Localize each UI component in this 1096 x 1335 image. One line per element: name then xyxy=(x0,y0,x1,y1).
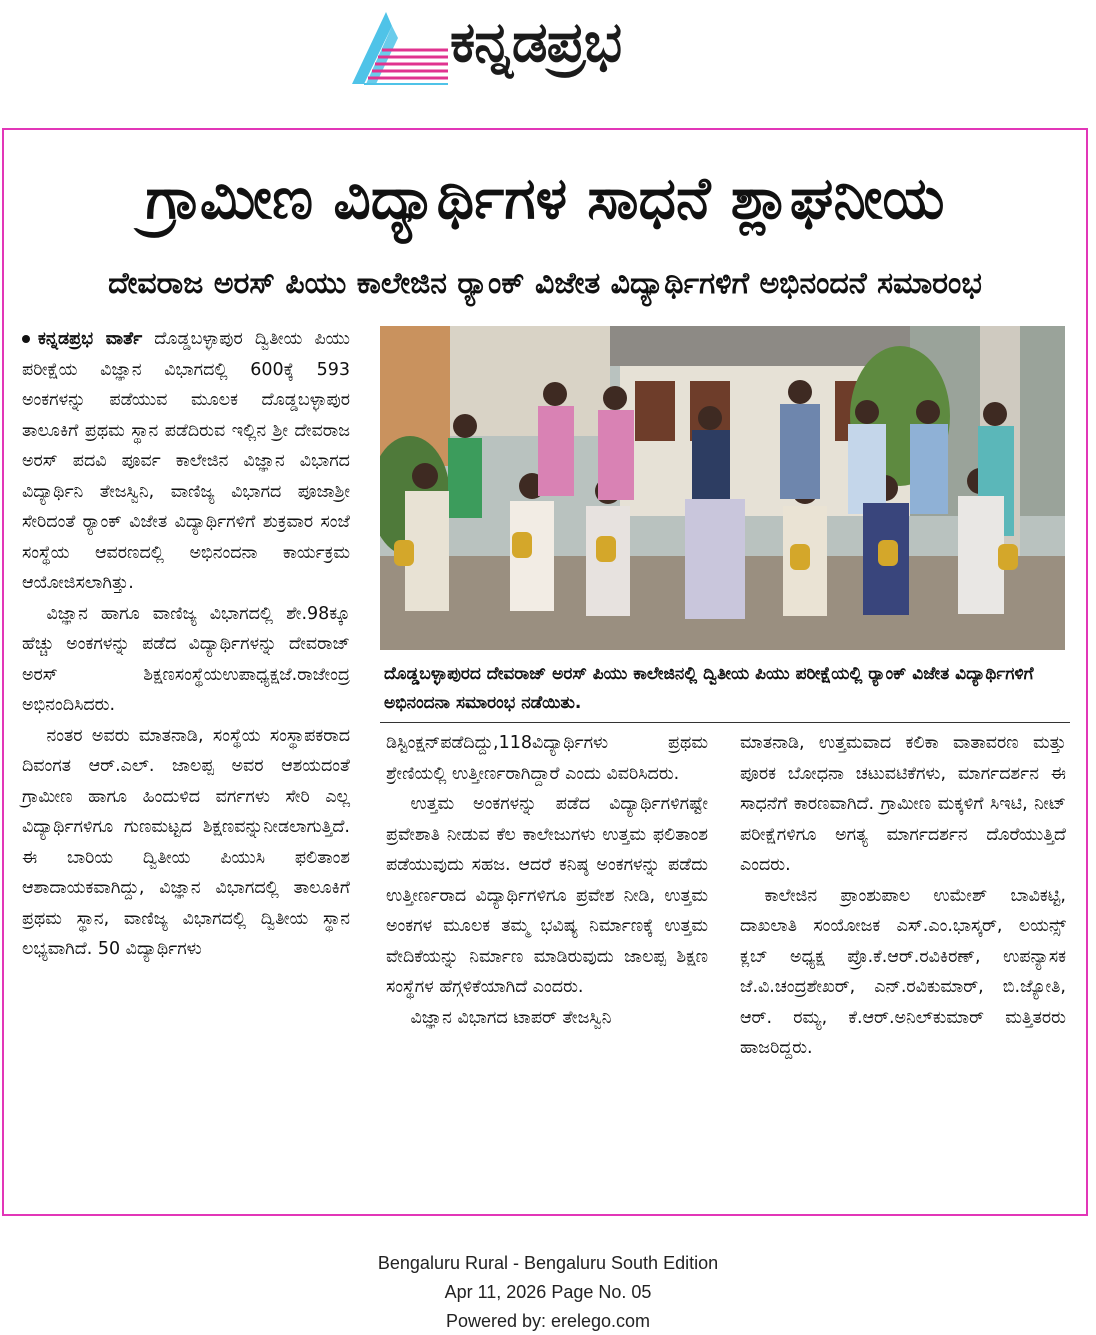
article-paragraph xyxy=(22,324,350,599)
article-photo xyxy=(380,326,1065,650)
powered-by-label: Powered by: erelego.com xyxy=(445,1311,651,1331)
article-paragraph: ಮಾತನಾಡಿ, ಉತ್ತಮವಾದ ಕಲಿಕಾ ವಾತಾವರಣ ಮತ್ತು ಪೂರಕ ಬೋಧನಾ ಚಟುವಟಿಕೆಗಳು, ಮಾರ್ಗದರ್ಶನ ಈ ಸಾಧನೆಗೆ ಕಾರಣವಾಗಿದೆ. ಗ್ರಾಮೀಣ ಮಕ್ಕಳಿಗೆ ಸಿಇಟಿ, ನೀಟ್ ಪರೀಕ್ಷೆಗಳಿಗೂ ಅಗತ್ಯ ಮಾರ್ಗದರ್ಶನ ದೊರೆಯುತ್ತಿದೆ ಎಂದರು. xyxy=(740,733,1066,875)
article-paragraph: ಉತ್ತಮ ಅಂಕಗಳನ್ನು ಪಡೆದ ವಿದ್ಯಾರ್ಥಿಗಳಿಗಷ್ಟೇ ಪ್ರವೇಶಾತಿ ನೀಡುವ ಕೆಲ ಕಾಲೇಜುಗಳು ಉತ್ತಮ ಫಲಿತಾಂಶ ಪಡೆಯುವುದು ಸಹಜ. ಆದರೆ ಕನಿಷ್ಠ ಅಂಕಗಳನ್ನು ಪಡೆದು ಉತ್ತೀರ್ಣರಾದ ವಿದ್ಯಾರ್ಥಿಗಳಿಗೂ ಪ್ರವೇಶ ನೀಡಿ, ಉತ್ತಮ ಅಂಕಗಳ ಮೂಲಕ ತಮ್ಮ ಭವಿಷ್ಯ ನಿರ್ಮಾಣಕ್ಕೆ ಉತ್ತಮ ವೇದಿಕೆಯನ್ನು ನಿರ್ಮಾಣ ಮಾಡಿರುವುದು ಜಾಲಪ್ಪ ಶಿಕ್ಷಣ ಸಂಸ್ಥೆಗಳ ಹೆಗ್ಗಳಿಕೆಯಾಗಿದೆ ಎಂದರು. xyxy=(386,794,708,997)
article-paragraph: ಡಿಸ್ಟಿಂಕ್ಷನ್‌ಪಡೆದಿದ್ದು,118ವಿದ್ಯಾರ್ಥಿಗಳು ಪ್ರಥಮ ಶ್ರೇಣಿಯಲ್ಲಿ ಉತ್ತೀರ್ಣರಾಗಿದ್ದಾರೆ ಎಂದು ವಿವರಿಸಿದರು. xyxy=(386,733,708,784)
newspaper-logo xyxy=(352,8,752,88)
article-column-2 xyxy=(386,728,708,1033)
article-paragraph: ವಿಜ್ಞಾನ ಹಾಗೂ ವಾಣಿಜ್ಯ ವಿಭಾಗದಲ್ಲಿ ಶೇ.98ಕ್ಕೂ ಹೆಚ್ಚು ಅಂಕಗಳನ್ನು ಪಡೆದ ವಿದ್ಯಾರ್ಥಿಗಳನ್ನು ದೇವರಾಜ್ ಅರಸ್ ಶಿಕ್ಷಣಸಂಸ್ಥೆಯಉಪಾಧ್ಯಕ್ಷಜೆ.ರಾಜೇಂದ್ರ ಅಭಿನಂದಿಸಿದರು. xyxy=(22,603,350,715)
article-subheadline: ದೇವರಾಜ ಅರಸ್ ಪಿಯು ಕಾಲೇಜಿನ ರ‍್ಯಾಂಕ್ ವಿಜೇತ ವಿದ್ಯಾರ್ಥಿಗಳಿಗೆ ಅಭಿನಂದನೆ ಸಮಾರಂಭ xyxy=(108,266,982,301)
article-paragraph: ನಂತರ ಅವರು ಮಾತನಾಡಿ, ಸಂಸ್ಥೆಯ ಸಂಸ್ಥಾಪಕರಾದ ದಿವಂಗತ ಆರ್.ಎಲ್. ಜಾಲಪ್ಪ ಅವರ ಆಶಯದಂತೆ ಗ್ರಾಮೀಣ ಹಾಗೂ ಹಿಂದುಳಿದ ವರ್ಗಗಳು ಸೇರಿ ಎಲ್ಲ ವಿದ್ಯಾರ್ಥಿಗಳಿಗೂ ಗುಣಮಟ್ಟದ ಶಿಕ್ಷಣವನ್ನುನೀಡಲಾಗುತ್ತಿದೆ. ಈ ಬಾರಿಯ ದ್ವಿತೀಯ ಪಿಯುಸಿ ಫಲಿತಾಂಶ ಆಶಾದಾಯಕವಾಗಿದ್ದು, ವಿಜ್ಞಾನ ವಿಭಾಗದಲ್ಲಿ ತಾಲೂಕಿಗೆ ಪ್ರಥಮ ಸ್ಥಾನ, ವಾಣಿಜ್ಯ ವಿಭಾಗದಲ್ಲಿ ದ್ವಿತೀಯ ಸ್ಥಾನ ಲಭ್ಯವಾಗಿದೆ. 50 ವಿದ್ಯಾರ್ಥಿಗಳು xyxy=(22,725,350,959)
article-column-1 xyxy=(22,324,350,965)
article-column-3 xyxy=(740,728,1066,1064)
logo-wordmark: ಕನ್ನಡಪ್ರಭ xyxy=(450,10,622,75)
masthead xyxy=(0,0,1096,126)
byline: ಕನ್ನಡಪ್ರಭ ವಾರ್ತೆ xyxy=(38,329,143,349)
article-headline: ಗ್ರಾಮೀಣ ವಿದ್ಯಾರ್ಥಿಗಳ ಸಾಧನೆ ಶ್ಲಾಘನೀಯ xyxy=(145,164,945,232)
bullet-icon xyxy=(22,335,30,343)
photo-caption: ದೊಡ್ಡಬಳ್ಳಾಪುರದ ದೇವರಾಜ್ ಅರಸ್ ಪಿಯು ಕಾಲೇಜಿನಲ್ಲಿ ದ್ವಿತೀಯ ಪಿಯು ಪರೀಕ್ಷೆಯಲ್ಲಿ ರ‍್ಯಾಂಕ್ ವಿಜೇತ ವಿದ್ಯಾರ್ಥಿಗಳಿಗೆ ಅಭಿನಂದನಾ ಸಮಾರಂಭ ನಡೆಯಿತು. xyxy=(384,664,1034,714)
article-paragraph: ಕಾಲೇಜಿನ ಪ್ರಾಂಶುಪಾಲ ಉಮೇಶ್ ಬಾವಿಕಟ್ಟಿ, ದಾಖಲಾತಿ ಸಂಯೋಜಕ ಎಸ್.ಎಂ.ಭಾಸ್ಕರ್, ಲಯನ್ಸ್ ಕ್ಲಬ್ ಅಧ್ಯಕ್ಷ ಪ್ರೊ.ಕೆ.ಆರ್.ರವಿಕಿರಣ್, ಉಪನ್ಯಾಸಕ ಜೆ.ವಿ.ಚಂದ್ರಶೇಖರ್, ಎನ್.ರವಿಕುಮಾರ್, ಬಿ.ಜ್ಯೋತಿ, ಆರ್. ರಮ್ಯ, ಕೆ.ಆರ್.ಅನಿಲ್‌ಕುಮಾರ್ ಮತ್ತಿತರರು ಹಾಜರಿದ್ದರು. xyxy=(740,885,1066,1058)
edition-label: Bengaluru Rural - Bengaluru South Edition xyxy=(377,1253,719,1273)
dateline: ದೊಡ್ಡಬಳ್ಳಾಪುರ xyxy=(154,329,243,349)
article-paragraph: ವಿಜ್ಞಾನ ವಿಭಾಗದ ಟಾಪರ್ ತೇಜಸ್ವಿನಿ xyxy=(410,1007,612,1028)
date-page-label: Apr 11, 2026 Page No. 05 xyxy=(444,1282,652,1302)
caption-divider xyxy=(380,722,1070,723)
article-text: ದ್ವಿತೀಯ ಪಿಯು ಪರೀಕ್ಷೆಯ ವಿಜ್ಞಾನ ವಿಭಾಗದಲ್ಲಿ 600ಕ್ಕೆ 593 ಅಂಕಗಳನ್ನು ಪಡೆಯುವ ಮೂಲಕ ದೊಡ್ಡಬಳ್ಳಾಪುರ ತಾಲೂಕಿಗೆ ಪ್ರಥಮ ಸ್ಥಾನ ಪಡೆದಿರುವ ಇಲ್ಲಿನ ಶ್ರೀ ದೇವರಾಜ ಅರಸ್ ಪದವಿ ಪೂರ್ವ ಕಾಲೇಜಿನ ವಿಜ್ಞಾನ ವಿಭಾಗದ ವಿದ್ಯಾರ್ಥಿನಿ ತೇಜಸ್ವಿನಿ, ವಾಣಿಜ್ಯ ವಿಭಾಗದ ಪೂಜಾಶ್ರೀ ಸೇರಿದಂತೆ ರ‍್ಯಾಂಕ್ ವಿಜೇತ ವಿದ್ಯಾರ್ಥಿಗಳಿಗೆ ಶುಕ್ರವಾರ ಸಂಜೆ ಸಂಸ್ಥೆಯ ಆವರಣದಲ್ಲಿ ಅಭಿನಂದನಾ ಕಾರ್ಯಕ್ರಮ ಆಯೋಜಿಸಲಾಗಿತ್ತು. xyxy=(22,329,350,593)
group-photo-illustration xyxy=(380,326,1065,650)
logo-triangle-icon xyxy=(352,8,448,88)
